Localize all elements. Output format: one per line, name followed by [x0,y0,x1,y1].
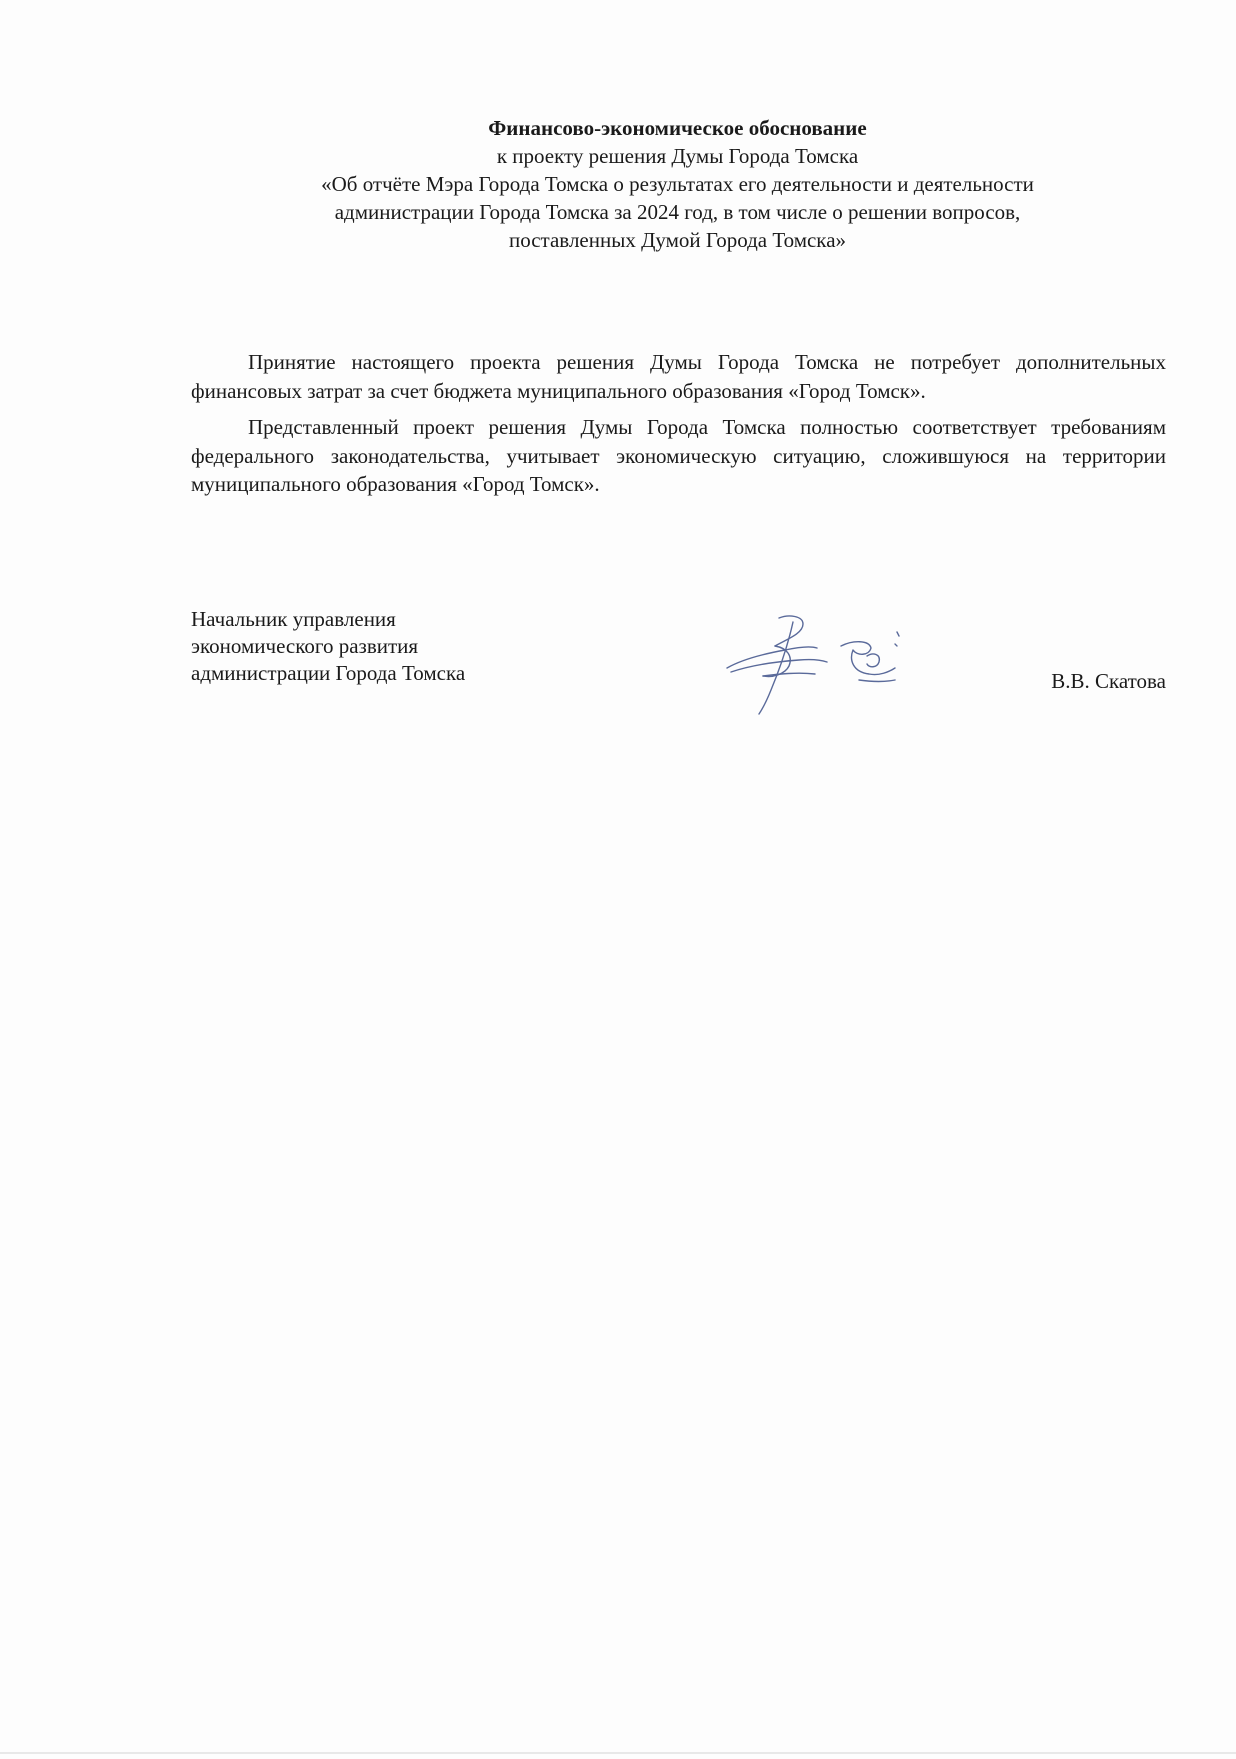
signer-position [191,606,591,687]
signer-name: В.В. Скатова [1051,669,1166,693]
position-line: администрации Города Томска [191,661,466,685]
header-line: поставленных Думой Города Томска» [508,228,847,252]
body-paragraph: Представленный проект решения Думы Города Томска полностью соответствует требованиям федерального законодательства, учитывает экономическую ситуацию, сложившуюся на территории муниципального образования «Город Томск». [191,415,1166,496]
handwritten-signature [719,610,909,718]
position-line: экономического развития [191,634,419,658]
body-paragraph: Принятие настоящего проекта решения Думы Города Томска не потребует дополнительных финансовых затрат за счет бюджета муниципального образования «Город Томск». [191,350,1166,403]
header-line: «Об отчёте Мэра Города Томска о результатах его деятельности и деятельности [321,172,1034,196]
header-line: администрации Города Томска за 2024 год, в том числе о решении вопросов, [334,200,1021,224]
scan-edge-line [0,1752,1236,1754]
header-line: к проекту решения Думы Города Томска [496,144,859,168]
position-line: Начальник управления [191,607,396,631]
document-title: Финансово-экономическое обоснование [488,116,867,140]
document-body [191,348,1166,507]
document-header [190,114,1165,254]
signature-block [191,606,1166,716]
